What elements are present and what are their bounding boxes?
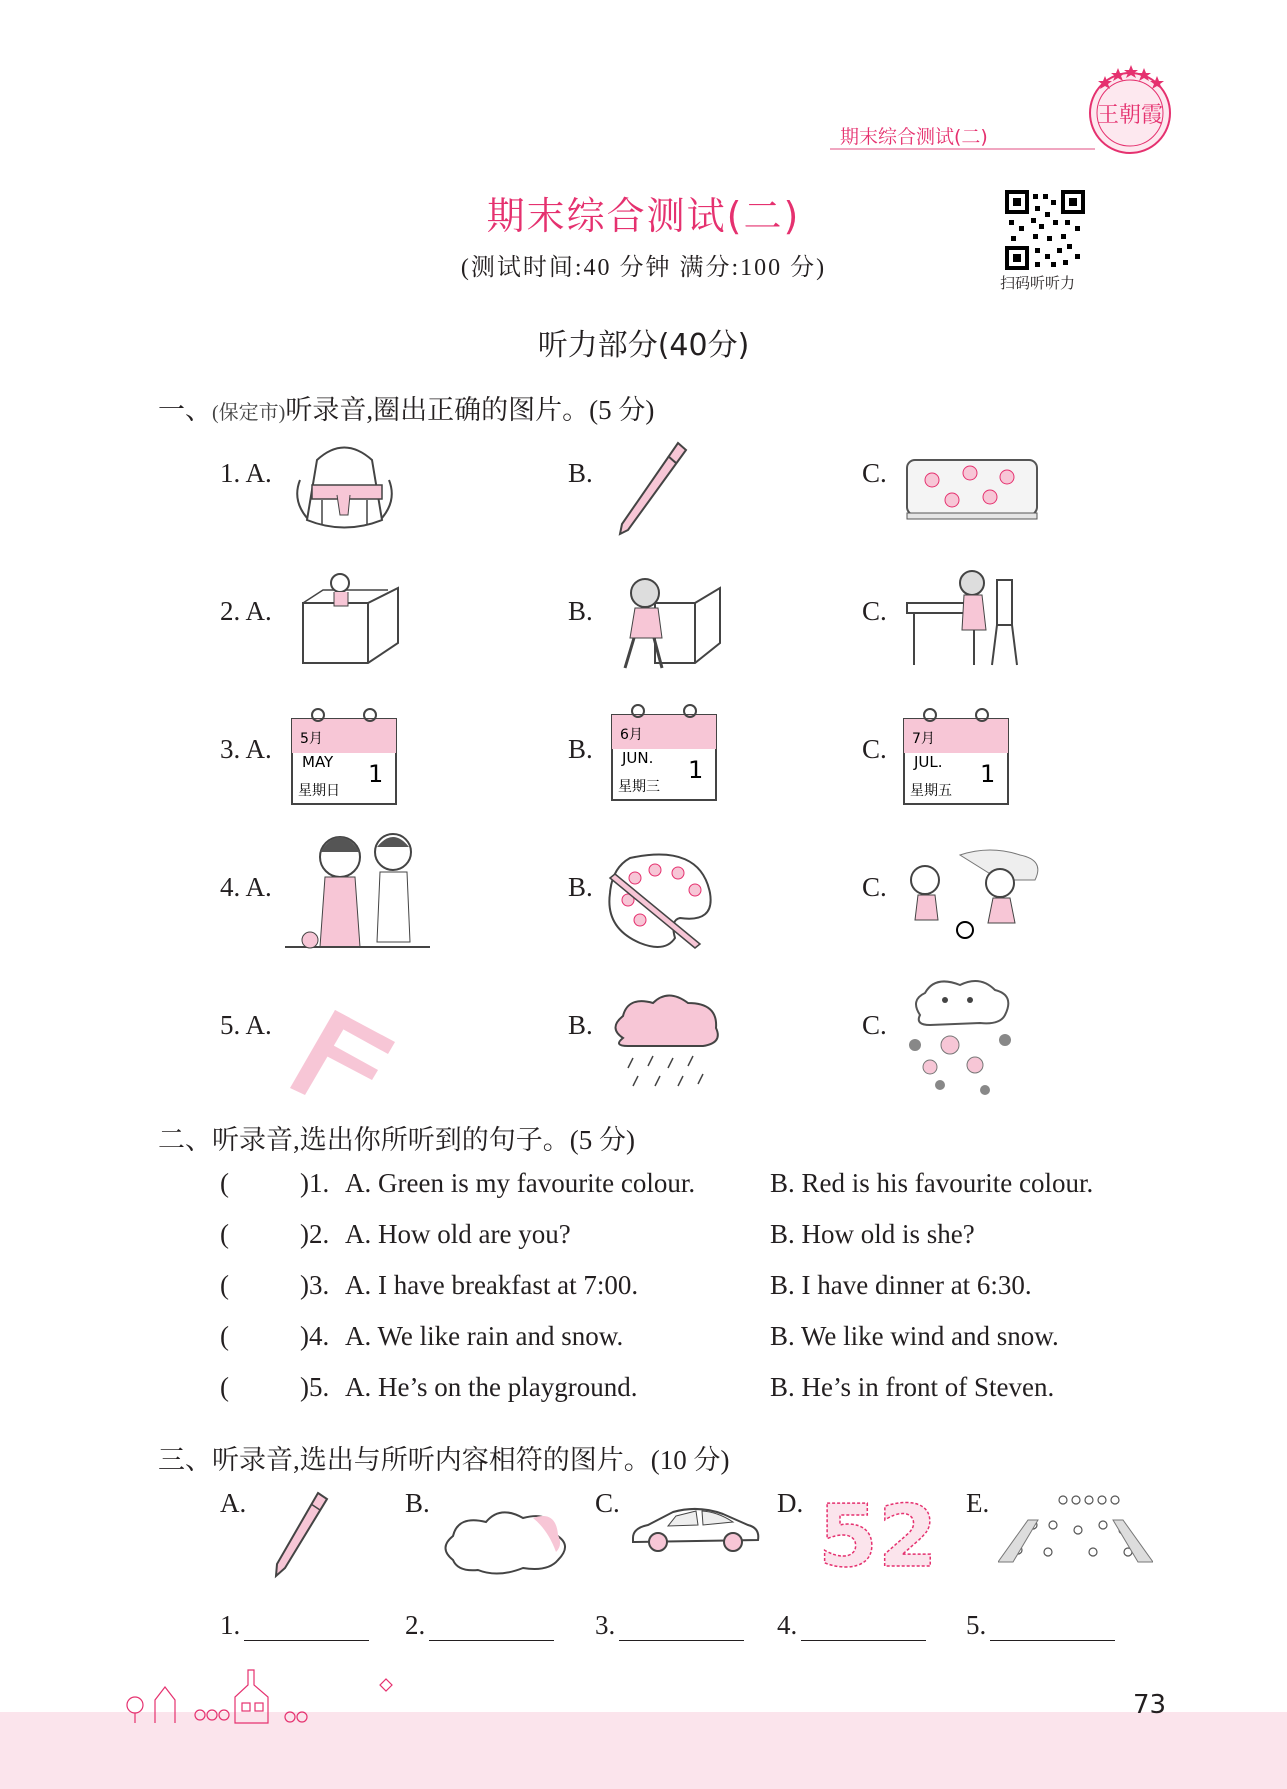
q1-row5-c-label: C. [862, 1010, 887, 1040]
pencil-case-image[interactable] [902, 455, 1042, 530]
option-b: B. We like wind and snow. [770, 1321, 1059, 1351]
town-illustration [120, 1665, 420, 1730]
answer-paren[interactable]: ( [220, 1219, 229, 1249]
q1-row2-c-label: C. [862, 596, 887, 626]
cloud-image[interactable] [438, 1500, 573, 1585]
section-heading: 听力部分(40分) [537, 328, 750, 363]
svg-text:JUL.: JUL. [914, 753, 943, 771]
q1-text: 听录音,圈出正确的图片。(5 分) [285, 395, 655, 425]
q2-item-4 [220, 1321, 1220, 1361]
q1-row4-c-label: C. [862, 872, 887, 902]
question-2-title: 二、听录音,选出你所听到的句子。(5 分) [158, 1125, 635, 1155]
cat-at-desk-image[interactable] [902, 565, 1032, 675]
q1-row3-a-label: 3. A. [220, 734, 272, 764]
q1-row2-b-label: B. [568, 596, 593, 626]
item-number: )1. [300, 1168, 330, 1198]
q1-row5-b-label: B. [568, 1010, 593, 1040]
answer-paren[interactable]: ( [220, 1168, 229, 1198]
number-52-image[interactable] [818, 1494, 933, 1579]
blank-number: 4. [777, 1610, 798, 1640]
page-title: 期末综合测试(二) [486, 194, 801, 238]
cat-beside-box-image[interactable] [610, 568, 730, 678]
q1-prefix: 一、 [158, 395, 212, 425]
q1-row3-b-label: B. [568, 734, 593, 764]
item-number: )4. [300, 1321, 330, 1351]
blank-line[interactable] [429, 1618, 554, 1641]
q3-option-c-label: C. [595, 1488, 620, 1518]
blank-number: 1. [220, 1610, 241, 1640]
item-number: )3. [300, 1270, 330, 1300]
svg-text:7月: 7月 [912, 731, 935, 747]
option-a: A. Green is my favourite colour. [345, 1168, 696, 1198]
header-tag: 期末综合测试(二) [840, 126, 988, 148]
blank-line[interactable] [990, 1618, 1115, 1641]
svg-text:王朝霞: 王朝霞 [1096, 103, 1164, 128]
item-number: )5. [300, 1372, 330, 1402]
option-b: B. I have dinner at 6:30. [770, 1270, 1032, 1300]
q2-item-2 [220, 1219, 1220, 1259]
svg-text:5月: 5月 [300, 731, 323, 747]
option-a: A. He’s on the playground. [345, 1372, 638, 1402]
kids-football-image[interactable] [900, 845, 1045, 950]
item-number: )2. [300, 1219, 330, 1249]
snow-cloud-image[interactable] [900, 975, 1020, 1110]
blank-number: 2. [405, 1610, 426, 1640]
q1-row4-a-label: 4. A. [220, 872, 272, 902]
svg-text:1: 1 [688, 756, 704, 784]
question-3-title: 三、听录音,选出与所听内容相符的图片。(10 分) [158, 1445, 730, 1475]
q1-row1-c-label: C. [862, 458, 887, 488]
option-a: A. We like rain and snow. [345, 1321, 624, 1351]
wind-image[interactable] [290, 1000, 400, 1100]
svg-text:1: 1 [980, 760, 996, 788]
pencil-image[interactable] [270, 1490, 330, 1585]
crowd-image[interactable] [998, 1490, 1153, 1570]
cat-in-box-image[interactable] [298, 568, 408, 673]
q2-item-5 [220, 1372, 1220, 1412]
q1-row1-a-label: 1. A. [220, 458, 272, 488]
option-b: B. Red is his favourite colour. [770, 1168, 1094, 1198]
q2-item-1 [220, 1168, 1220, 1208]
svg-text:52: 52 [818, 1494, 933, 1574]
qr-code[interactable] [1005, 190, 1085, 270]
blank-line[interactable] [244, 1618, 369, 1641]
q1-row3-c-label: C. [862, 734, 887, 764]
calendar-june-image[interactable] [610, 703, 720, 808]
q1-row4-b-label: B. [568, 872, 593, 902]
backpack-image[interactable] [292, 440, 397, 540]
svg-text:MAY: MAY [302, 753, 334, 771]
answer-paren[interactable]: ( [220, 1321, 229, 1351]
header-divider [830, 148, 1095, 150]
question-1-title [158, 388, 654, 427]
q1-region: (保定市) [212, 402, 286, 424]
option-b: B. How old is she? [770, 1219, 975, 1249]
q3-option-e-label: E. [966, 1488, 990, 1518]
q3-option-d-label: D. [777, 1488, 804, 1518]
answer-paren[interactable]: ( [220, 1372, 229, 1402]
blank-number: 5. [966, 1610, 987, 1640]
svg-text:星期三: 星期三 [618, 779, 660, 795]
q2-item-3 [220, 1270, 1220, 1310]
q3-option-b-label: B. [405, 1488, 430, 1518]
page-number: 73 [1133, 1690, 1167, 1720]
q1-row1-b-label: B. [568, 458, 593, 488]
svg-text:星期日: 星期日 [298, 783, 340, 799]
calendar-may-image[interactable] [290, 707, 400, 812]
test-info: (测试时间:40 分钟 满分:100 分) [460, 255, 827, 281]
option-a: A. I have breakfast at 7:00. [345, 1270, 639, 1300]
blank-line[interactable] [619, 1618, 744, 1641]
svg-text:6月: 6月 [620, 727, 643, 743]
answer-paren[interactable]: ( [220, 1270, 229, 1300]
q1-row2-a-label: 2. A. [220, 596, 272, 626]
pen-image[interactable] [612, 438, 692, 543]
option-a: A. How old are you? [345, 1219, 571, 1249]
svg-text:JUN.: JUN. [622, 749, 654, 767]
kids-experiment-image[interactable] [285, 822, 430, 962]
q3-option-a-label: A. [220, 1488, 247, 1518]
svg-text:1: 1 [368, 760, 384, 788]
answer-blank-1[interactable] [220, 1610, 369, 1641]
answer-blank-3[interactable] [595, 1610, 744, 1641]
palette-image[interactable] [600, 848, 715, 963]
answer-blank-4[interactable] [777, 1610, 926, 1641]
option-b: B. He’s in front of Steven. [770, 1372, 1055, 1402]
blank-number: 3. [595, 1610, 616, 1640]
answer-blank-2[interactable] [405, 1610, 554, 1641]
blank-line[interactable] [801, 1618, 926, 1641]
car-image[interactable] [628, 1500, 763, 1560]
rain-cloud-image[interactable] [608, 988, 723, 1103]
q1-row5-a-label: 5. A. [220, 1010, 272, 1040]
calendar-july-image[interactable] [902, 707, 1012, 812]
answer-blank-5[interactable] [966, 1610, 1115, 1641]
brand-logo [1075, 58, 1185, 158]
svg-text:星期五: 星期五 [910, 783, 952, 799]
qr-caption: 扫码听听力 [1000, 274, 1076, 292]
